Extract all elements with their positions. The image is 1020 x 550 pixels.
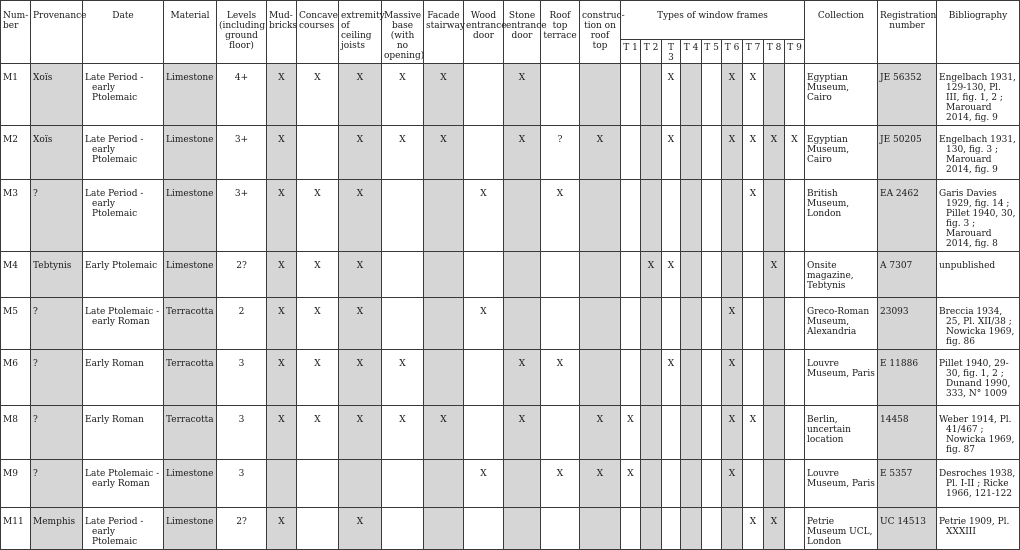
cell-provenance: Tebtynis (31, 252, 83, 298)
header-date: Date (83, 1, 164, 64)
cell-stone: X (504, 350, 541, 406)
header-window-types: Types of window frames (621, 1, 805, 40)
cell-date: Late Ptolemaic - early Roman (83, 298, 164, 350)
cell-window-t6: X (722, 350, 743, 406)
cell-material: Terracotta (164, 350, 217, 406)
cell-stone (504, 298, 541, 350)
cell-date: Early Ptolemaic (83, 252, 164, 298)
cell-window-t3: X (662, 64, 681, 126)
cell-registration: 14458 (878, 406, 937, 460)
cell-roof (541, 298, 580, 350)
cell-facade: X (424, 406, 464, 460)
cell-facade (424, 508, 464, 550)
cell-window-t1 (621, 508, 641, 550)
cell-material: Terracotta (164, 406, 217, 460)
cell-extremity: X (339, 298, 382, 350)
cell-window-t1 (621, 252, 641, 298)
cell-window-t3 (662, 406, 681, 460)
cell-mudbricks: X (267, 180, 297, 252)
cell-number: M11 (1, 508, 31, 550)
header-t9: T 9 (785, 40, 805, 64)
cell-window-t5 (702, 460, 722, 508)
cell-date: Late Ptolemaic - early Roman (83, 460, 164, 508)
cell-mudbricks: X (267, 126, 297, 180)
cell-stone (504, 460, 541, 508)
header-provenance: Provenance (31, 1, 83, 64)
cell-window-t1: X (621, 406, 641, 460)
cell-window-t2 (641, 64, 662, 126)
cell-window-t1 (621, 298, 641, 350)
cell-concave: X (297, 252, 339, 298)
cell-collection: Petrie Museum UCL, London (805, 508, 878, 550)
cell-wood (464, 252, 504, 298)
cell-window-t8 (764, 180, 785, 252)
header-stone: Stone entrance door (504, 1, 541, 64)
cell-number: M5 (1, 298, 31, 350)
cell-construction (580, 252, 621, 298)
cell-number: M3 (1, 180, 31, 252)
header-roof: Roof top terrace (541, 1, 580, 64)
cell-window-t7: X (743, 508, 764, 550)
cell-window-t3 (662, 298, 681, 350)
cell-window-t7 (743, 350, 764, 406)
cell-window-t5 (702, 180, 722, 252)
cell-massive (382, 460, 424, 508)
cell-extremity: X (339, 126, 382, 180)
cell-window-t8 (764, 64, 785, 126)
header-facade: Facade stairway (424, 1, 464, 64)
cell-number: M2 (1, 126, 31, 180)
cell-window-t5 (702, 252, 722, 298)
cell-concave (297, 126, 339, 180)
cell-construction (580, 350, 621, 406)
cell-window-t6: X (722, 64, 743, 126)
cell-window-t5 (702, 350, 722, 406)
cell-window-t2 (641, 350, 662, 406)
cell-window-t9 (785, 406, 805, 460)
cell-construction (580, 298, 621, 350)
cell-facade: X (424, 126, 464, 180)
cell-bibliography: Weber 1914, Pl. 41/467 ; Nowicka 1969, fig. 87 (937, 406, 1020, 460)
cell-wood: X (464, 460, 504, 508)
cell-material: Terracotta (164, 298, 217, 350)
header-t4: T 4 (681, 40, 702, 64)
cell-roof (541, 508, 580, 550)
header-row (1, 1, 1020, 40)
cell-window-t8: X (764, 126, 785, 180)
header-t2: T 2 (641, 40, 662, 64)
table-row (1, 126, 1020, 180)
cell-number: M8 (1, 406, 31, 460)
cell-facade (424, 252, 464, 298)
cell-construction: X (580, 460, 621, 508)
cell-collection: Louvre Museum, Paris (805, 350, 878, 406)
header-collection: Collection (805, 1, 878, 64)
cell-construction: X (580, 126, 621, 180)
cell-provenance: Xoïs (31, 64, 83, 126)
cell-window-t9 (785, 460, 805, 508)
cell-bibliography: Engelbach 1931, 129-130, Pl. III, fig. 1, 2 ; Marouard 2014, fig. 9 (937, 64, 1020, 126)
header-concave: Concave courses (297, 1, 339, 64)
cell-concave: X (297, 180, 339, 252)
header-mudbricks: Mud-bricks (267, 1, 297, 64)
cell-window-t5 (702, 126, 722, 180)
cell-window-t2 (641, 298, 662, 350)
cell-levels: 2 (217, 298, 267, 350)
cell-material: Limestone (164, 64, 217, 126)
cell-levels: 3 (217, 460, 267, 508)
cell-extremity: X (339, 350, 382, 406)
cell-massive: X (382, 126, 424, 180)
cell-levels: 4+ (217, 64, 267, 126)
cell-window-t3 (662, 460, 681, 508)
cell-window-t4 (681, 252, 702, 298)
cell-window-t4 (681, 64, 702, 126)
cell-window-t6 (722, 180, 743, 252)
cell-roof (541, 252, 580, 298)
table-row (1, 252, 1020, 298)
cell-stone: X (504, 126, 541, 180)
cell-extremity (339, 460, 382, 508)
cell-provenance: ? (31, 406, 83, 460)
cell-levels: 3+ (217, 126, 267, 180)
cell-window-t8: X (764, 252, 785, 298)
header-extremity: extremity of ceiling joists (339, 1, 382, 64)
cell-window-t4 (681, 350, 702, 406)
cell-date: Early Roman (83, 406, 164, 460)
cell-window-t8 (764, 460, 785, 508)
cell-window-t6 (722, 508, 743, 550)
cell-extremity: X (339, 180, 382, 252)
cell-wood: X (464, 180, 504, 252)
cell-window-t5 (702, 406, 722, 460)
cell-registration: 23093 (878, 298, 937, 350)
cell-collection: Louvre Museum, Paris (805, 460, 878, 508)
cell-levels: 3 (217, 350, 267, 406)
cell-levels: 2? (217, 252, 267, 298)
table-body (1, 64, 1020, 550)
cell-collection: Onsite magazine, Tebtynis (805, 252, 878, 298)
cell-window-t2 (641, 508, 662, 550)
cell-window-t4 (681, 460, 702, 508)
cell-bibliography: Engelbach 1931, 130, fig. 3 ; Marouard 2014, fig. 9 (937, 126, 1020, 180)
cell-window-t8 (764, 298, 785, 350)
cell-number: M1 (1, 64, 31, 126)
cell-roof: X (541, 350, 580, 406)
cell-date: Late Period - early Ptolemaic (83, 508, 164, 550)
cell-wood (464, 406, 504, 460)
cell-provenance: ? (31, 460, 83, 508)
cell-concave: X (297, 406, 339, 460)
cell-massive (382, 252, 424, 298)
table-row (1, 350, 1020, 406)
cell-window-t7 (743, 252, 764, 298)
cell-window-t6: X (722, 406, 743, 460)
cell-window-t6: X (722, 460, 743, 508)
cell-concave: X (297, 350, 339, 406)
cell-number: M4 (1, 252, 31, 298)
cell-window-t7: X (743, 126, 764, 180)
cell-extremity: X (339, 252, 382, 298)
cell-massive (382, 298, 424, 350)
cell-mudbricks: X (267, 406, 297, 460)
cell-window-t6: X (722, 126, 743, 180)
table-row (1, 298, 1020, 350)
cell-mudbricks (267, 460, 297, 508)
cell-provenance: ? (31, 180, 83, 252)
cell-window-t3: X (662, 126, 681, 180)
cell-collection: Greco-Roman Museum, Alexandria (805, 298, 878, 350)
cell-registration: JE 56352 (878, 64, 937, 126)
table-row (1, 460, 1020, 508)
cell-massive: X (382, 350, 424, 406)
cell-bibliography: Petrie 1909, Pl. XXXIII (937, 508, 1020, 550)
cell-window-t3 (662, 180, 681, 252)
cell-concave: X (297, 64, 339, 126)
cell-collection: Berlin, uncertain location (805, 406, 878, 460)
cell-number: M6 (1, 350, 31, 406)
cell-construction (580, 64, 621, 126)
header-material: Material (164, 1, 217, 64)
cell-material: Limestone (164, 460, 217, 508)
cell-window-t7 (743, 460, 764, 508)
cell-material: Limestone (164, 126, 217, 180)
cell-construction (580, 508, 621, 550)
cell-levels: 2? (217, 508, 267, 550)
cell-collection: British Museum, London (805, 180, 878, 252)
cell-facade (424, 298, 464, 350)
header-t8: T 8 (764, 40, 785, 64)
cell-window-t5 (702, 64, 722, 126)
cell-registration: JE 50205 (878, 126, 937, 180)
cell-wood (464, 508, 504, 550)
cell-bibliography: Breccia 1934, 25, Pl. XII/38 ; Nowicka 1969, fig. 86 (937, 298, 1020, 350)
header-massive: Massive base (with no opening) (382, 1, 424, 64)
cell-facade (424, 460, 464, 508)
cell-registration: E 11886 (878, 350, 937, 406)
cell-mudbricks: X (267, 64, 297, 126)
cell-extremity: X (339, 508, 382, 550)
cell-construction (580, 180, 621, 252)
cell-stone (504, 180, 541, 252)
cell-date: Late Period - early Ptolemaic (83, 180, 164, 252)
cell-window-t9 (785, 350, 805, 406)
cell-bibliography: Desroches 1938, Pl. I-II ; Ricke 1966, 121-122 (937, 460, 1020, 508)
cell-bibliography: Garis Davies 1929, fig. 14 ; Pillet 1940, 30, fig. 3 ; Marouard 2014, fig. 8 (937, 180, 1020, 252)
cell-registration: EA 2462 (878, 180, 937, 252)
cell-facade (424, 350, 464, 406)
cell-window-t1 (621, 350, 641, 406)
cell-massive: X (382, 64, 424, 126)
cell-date: Late Period - early Ptolemaic (83, 64, 164, 126)
cell-window-t1 (621, 64, 641, 126)
cell-window-t8: X (764, 508, 785, 550)
cell-wood (464, 64, 504, 126)
cell-massive: X (382, 406, 424, 460)
cell-massive (382, 508, 424, 550)
cell-window-t5 (702, 298, 722, 350)
cell-provenance: ? (31, 350, 83, 406)
cell-roof: ? (541, 126, 580, 180)
table-row (1, 406, 1020, 460)
cell-date: Early Roman (83, 350, 164, 406)
cell-window-t7: X (743, 180, 764, 252)
cell-material: Limestone (164, 508, 217, 550)
header-levels: Levels (including ground floor) (217, 1, 267, 64)
cell-window-t4 (681, 298, 702, 350)
cell-roof (541, 64, 580, 126)
cell-window-t9: X (785, 126, 805, 180)
cell-stone: X (504, 406, 541, 460)
cell-date: Late Period - early Ptolemaic (83, 126, 164, 180)
cell-collection: Egyptian Museum, Cairo (805, 126, 878, 180)
cell-facade: X (424, 64, 464, 126)
header-wood: Wood entrance door (464, 1, 504, 64)
header-registration: Registration number (878, 1, 937, 64)
cell-mudbricks: X (267, 252, 297, 298)
cell-construction: X (580, 406, 621, 460)
cell-window-t2 (641, 126, 662, 180)
table-row (1, 64, 1020, 126)
cell-window-t1 (621, 180, 641, 252)
cell-window-t2 (641, 460, 662, 508)
cell-massive (382, 180, 424, 252)
cell-window-t9 (785, 64, 805, 126)
cell-window-t7: X (743, 406, 764, 460)
cell-window-t5 (702, 508, 722, 550)
table-row (1, 508, 1020, 550)
cell-registration: E 5357 (878, 460, 937, 508)
cell-window-t4 (681, 180, 702, 252)
cell-roof (541, 406, 580, 460)
header-t5: T 5 (702, 40, 722, 64)
cell-extremity: X (339, 406, 382, 460)
cell-window-t1 (621, 126, 641, 180)
header-bibliography: Bibliography (937, 1, 1020, 64)
cell-stone: X (504, 64, 541, 126)
cell-levels: 3+ (217, 180, 267, 252)
cell-provenance: ? (31, 298, 83, 350)
header-t3: T 3 (662, 40, 681, 64)
cell-window-t3 (662, 508, 681, 550)
cell-wood (464, 126, 504, 180)
cell-window-t2 (641, 180, 662, 252)
cell-wood: X (464, 298, 504, 350)
cell-window-t8 (764, 406, 785, 460)
cell-material: Limestone (164, 180, 217, 252)
header-t6: T 6 (722, 40, 743, 64)
cell-window-t9 (785, 298, 805, 350)
cell-window-t3: X (662, 252, 681, 298)
header-t1: T 1 (621, 40, 641, 64)
cell-wood (464, 350, 504, 406)
cell-window-t9 (785, 252, 805, 298)
cell-window-t4 (681, 406, 702, 460)
cell-window-t9 (785, 508, 805, 550)
cell-levels: 3 (217, 406, 267, 460)
cell-window-t4 (681, 508, 702, 550)
cell-bibliography: unpublished (937, 252, 1020, 298)
cell-concave (297, 460, 339, 508)
header-construction: construc-tion on roof top (580, 1, 621, 64)
cell-provenance: Xoïs (31, 126, 83, 180)
cell-window-t1: X (621, 460, 641, 508)
cell-collection: Egyptian Museum, Cairo (805, 64, 878, 126)
cell-stone (504, 508, 541, 550)
header-number: Num-ber (1, 1, 31, 64)
cell-roof: X (541, 180, 580, 252)
cell-number: M9 (1, 460, 31, 508)
cell-window-t2 (641, 406, 662, 460)
cell-window-t9 (785, 180, 805, 252)
cell-bibliography: Pillet 1940, 29-30, fig. 1, 2 ; Dunand 1990, 333, N° 1009 (937, 350, 1020, 406)
cell-window-t4 (681, 126, 702, 180)
cell-window-t8 (764, 350, 785, 406)
cell-mudbricks: X (267, 350, 297, 406)
cell-registration: A 7307 (878, 252, 937, 298)
cell-window-t3: X (662, 350, 681, 406)
cell-extremity: X (339, 64, 382, 126)
cell-window-t7: X (743, 64, 764, 126)
cell-stone (504, 252, 541, 298)
cell-window-t7 (743, 298, 764, 350)
cell-material: Limestone (164, 252, 217, 298)
cell-registration: UC 14513 (878, 508, 937, 550)
cell-mudbricks: X (267, 298, 297, 350)
cell-facade (424, 180, 464, 252)
cell-roof: X (541, 460, 580, 508)
cell-window-t6: X (722, 298, 743, 350)
cell-concave (297, 508, 339, 550)
cell-mudbricks: X (267, 508, 297, 550)
header-t7: T 7 (743, 40, 764, 64)
cell-concave: X (297, 298, 339, 350)
cell-window-t2: X (641, 252, 662, 298)
cell-window-t6 (722, 252, 743, 298)
table-row (1, 180, 1020, 252)
cell-provenance: Memphis (31, 508, 83, 550)
